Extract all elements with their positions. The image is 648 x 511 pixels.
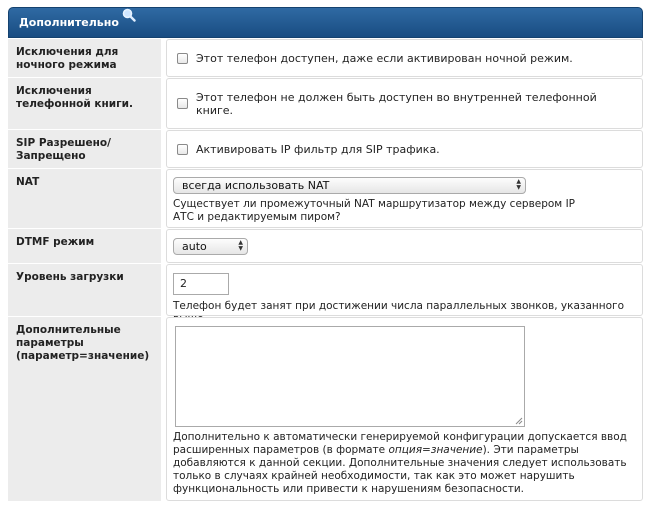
section-title: Дополнительно — [19, 16, 119, 29]
phonebook-row — [8, 78, 643, 129]
load-help: Телефон будет занят при достижении числа параллельных звонков, указанного — [173, 300, 624, 312]
night-mode-value — [166, 39, 643, 77]
extra-value — [166, 317, 643, 501]
advanced-panel — [8, 7, 643, 501]
extra-help-italic: опция=значение — [388, 444, 483, 456]
nat-select[interactable] — [173, 177, 526, 194]
nat-select-value: всегда использовать NAT — [182, 179, 330, 192]
phonebook-value — [166, 78, 643, 129]
nat-label: NAT — [8, 169, 161, 228]
load-value — [166, 264, 643, 316]
sip-label: SIP Разрешено/ Запрещено — [8, 130, 161, 168]
sip-checkbox[interactable] — [177, 144, 188, 155]
phonebook-checkbox-text: Этот телефон не должен быть доступен во внутренней телефонной книге. — [196, 90, 597, 117]
extra-row — [8, 317, 643, 501]
extra-help-before: Дополнительно к автоматически генерируемой конфигурации допускается ввод расширенных параметров (в формате — [173, 431, 627, 456]
extra-textarea[interactable] — [175, 326, 525, 427]
extra-help — [173, 431, 637, 496]
night-mode-label: Исключения для ночного режима — [8, 39, 161, 77]
nat-row — [8, 169, 643, 228]
load-input[interactable]: 2 — [173, 273, 229, 295]
sip-row — [8, 130, 643, 168]
night-mode-checkbox-text: Этот телефон доступен, даже если активирован ночной режим. — [196, 51, 573, 65]
night-mode-row — [8, 39, 643, 77]
dtmf-select[interactable] — [173, 238, 248, 255]
phonebook-label: Исключения телефонной книги. — [8, 78, 161, 129]
nat-value — [166, 169, 643, 228]
extra-help-after: ). Эти параметры добавляются к данной секции. Дополнительные значения следует использовать только в случаях крайней необходимости, так как это может нарушить функциональность или привести к нарушениям безопасности. — [173, 444, 627, 495]
extra-label: Дополнительные параметры (параметр=значение) — [8, 317, 161, 501]
sip-value — [166, 130, 643, 168]
select-arrows-icon: ▲ ▼ — [238, 239, 243, 252]
load-label: Уровень загрузки — [8, 264, 161, 316]
dtmf-label: DTMF режим — [8, 229, 161, 263]
phonebook-checkbox[interactable] — [177, 98, 188, 109]
resize-grip-icon[interactable] — [515, 417, 523, 425]
magnifier-icon[interactable] — [122, 3, 136, 34]
dtmf-select-value: auto — [182, 240, 207, 253]
night-mode-checkbox[interactable] — [177, 53, 188, 64]
select-arrows-icon: ▲ ▼ — [516, 178, 521, 191]
section-header — [8, 7, 643, 38]
dtmf-row — [8, 229, 643, 263]
nat-help: Существует ли промежуточный NAT маршрутизатор между сервером IP АТС и редактируемым пиром? — [173, 198, 575, 223]
dtmf-value — [166, 229, 643, 263]
load-row — [8, 264, 643, 316]
sip-checkbox-text: Активировать IP фильтр для SIP трафика. — [196, 142, 440, 156]
